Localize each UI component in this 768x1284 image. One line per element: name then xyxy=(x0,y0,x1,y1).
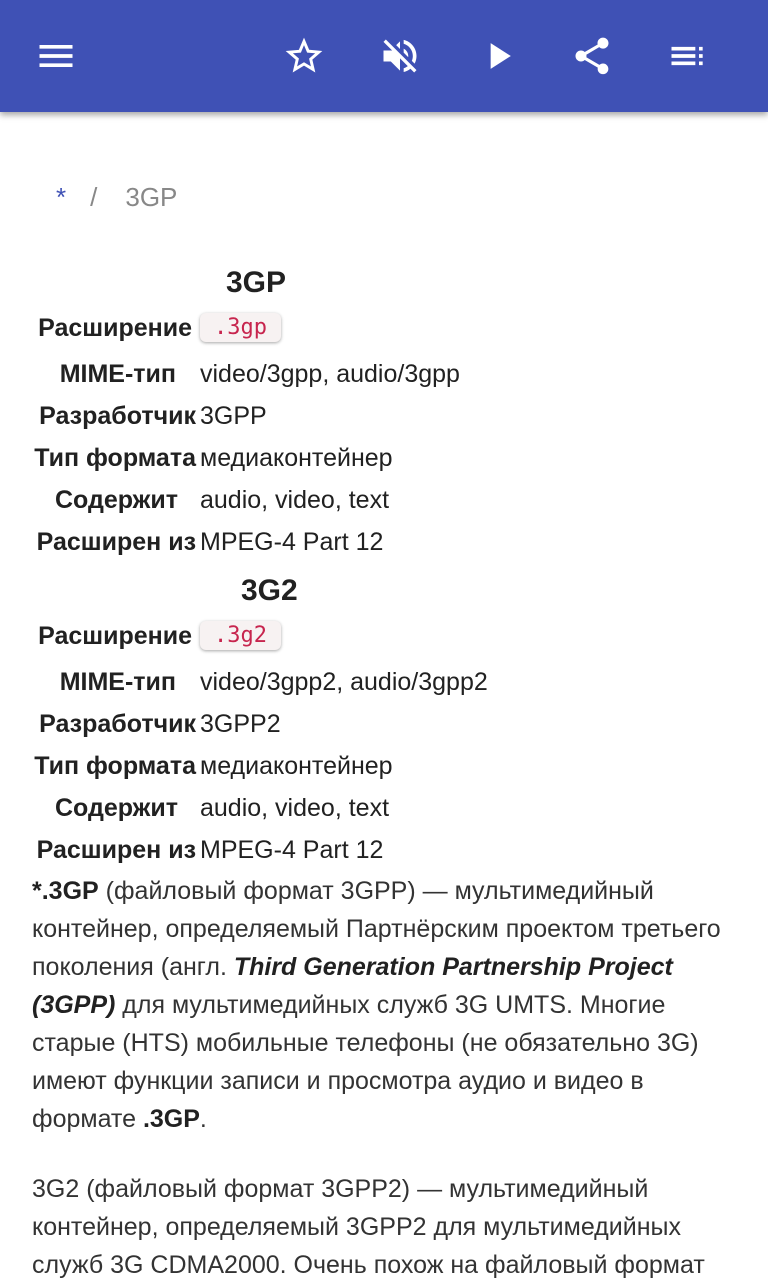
breadcrumb-root[interactable]: * xyxy=(56,182,67,212)
extension-code: .3gp xyxy=(200,313,281,342)
format-name: *.3GP xyxy=(32,877,99,905)
infobox-title: 3GP xyxy=(226,266,287,299)
menu-button[interactable] xyxy=(28,28,84,84)
infobox-row xyxy=(0,794,768,836)
infobox-value: audio, video, text xyxy=(200,794,390,822)
infobox-row xyxy=(0,668,768,710)
paragraph-text: для мультимедийных служб 3G UMTS. Многие старые (HTS) мобильные телефоны (не обязательно 3G) имеют функции записи и просмотра аудио и видео в формате xyxy=(32,991,699,1133)
breadcrumb-separator: / xyxy=(90,182,98,212)
infobox-label: Расширение xyxy=(38,622,192,650)
play-button[interactable] xyxy=(470,28,526,84)
favorite-button[interactable] xyxy=(276,28,332,84)
extension-code: .3g2 xyxy=(200,621,281,650)
infobox-value: MPEG-4 Part 12 xyxy=(200,528,384,556)
infobox-label: Тип формата xyxy=(34,752,196,780)
infobox-value: медиаконтейнер xyxy=(200,752,393,780)
infobox-value: MPEG-4 Part 12 xyxy=(200,836,384,864)
infobox-label: Разработчик xyxy=(39,402,196,430)
infobox-label: Расширен из xyxy=(36,528,196,556)
paragraph-text: (файловый формат 3GPP) — мультимедийный контейнер, определяемый Партнёрским проектом третьего поколения (англ. xyxy=(32,877,721,981)
infobox-label: Расширение xyxy=(38,314,192,342)
infobox-label: Тип формата xyxy=(34,444,196,472)
infobox-value: audio, video, text xyxy=(200,486,390,514)
toc-button[interactable] xyxy=(660,28,716,84)
infobox-value: video/3gpp, audio/3gpp xyxy=(200,360,460,388)
breadcrumb-current: 3GP xyxy=(125,182,178,212)
hamburger-menu-icon xyxy=(34,34,78,78)
infobox-label: MIME-тип xyxy=(59,668,176,696)
play-icon xyxy=(476,34,520,78)
infobox-value: медиаконтейнер xyxy=(200,444,393,472)
infobox-row xyxy=(0,752,768,794)
infobox-label: Содержит xyxy=(54,486,178,514)
infobox-row xyxy=(0,710,768,752)
infobox-title: 3G2 xyxy=(241,574,298,607)
english-name: Third Generation Partnership Project (3GPP) xyxy=(32,953,673,1019)
infobox-label: Расширен из xyxy=(36,836,196,864)
infobox-label: MIME-тип xyxy=(59,360,176,388)
infobox-row xyxy=(0,360,768,402)
share-icon xyxy=(570,34,614,78)
mute-button[interactable] xyxy=(372,28,428,84)
table-of-contents-icon xyxy=(666,34,710,78)
infobox-value: video/3gpp2, audio/3gpp2 xyxy=(200,668,488,696)
infobox-value: 3GPP2 xyxy=(200,710,281,738)
article-paragraph xyxy=(32,872,744,1138)
paragraph-text: . xyxy=(199,1105,207,1133)
infobox-row xyxy=(0,528,768,570)
format-name: .3GP xyxy=(142,1105,200,1133)
volume-off-icon xyxy=(378,34,422,78)
infobox-row xyxy=(0,622,768,664)
breadcrumb xyxy=(56,182,177,213)
infobox-label: Содержит xyxy=(54,794,178,822)
infobox-row xyxy=(0,314,768,356)
share-button[interactable] xyxy=(564,28,620,84)
app-bar xyxy=(0,0,768,112)
article-paragraph: 3G2 (файловый формат 3GPP2) — мультимедийный контейнер, определяемый 3GPP2 для мультимедийных служб 3G CDMA2000. Очень похож на файловый формат xyxy=(32,1175,705,1279)
infobox-row xyxy=(0,402,768,444)
infobox-row xyxy=(0,486,768,528)
infobox-label: Разработчик xyxy=(39,710,196,738)
star-outline-icon xyxy=(282,34,326,78)
infobox-value: 3GPP xyxy=(200,402,267,430)
infobox-row xyxy=(0,444,768,486)
